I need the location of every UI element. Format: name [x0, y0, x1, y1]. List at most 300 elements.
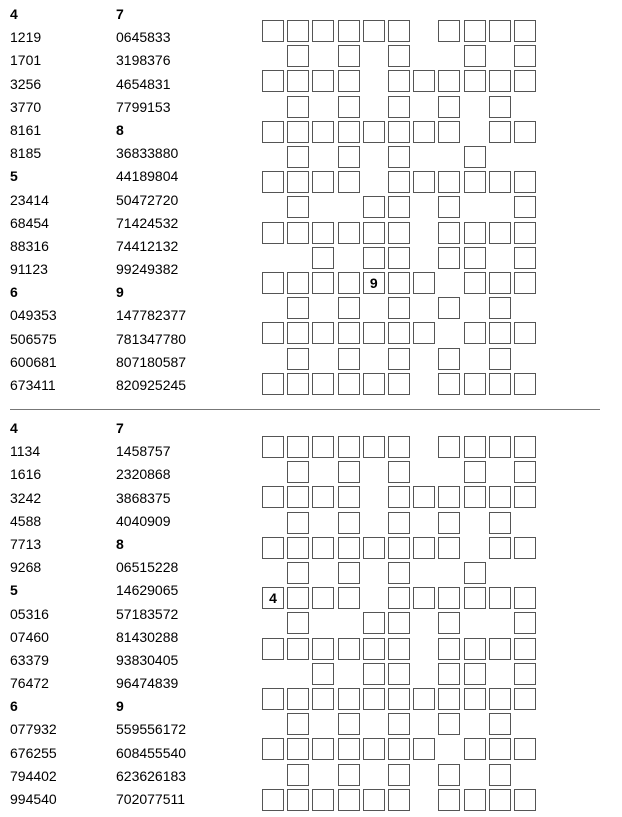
- grid-cell[interactable]: [514, 171, 536, 193]
- grid-cell[interactable]: [262, 486, 284, 508]
- number-entry: 23414: [10, 191, 49, 208]
- grid-cell[interactable]: [287, 486, 309, 508]
- word-list-right: [116, 3, 186, 397]
- grid-cell[interactable]: [438, 222, 460, 244]
- grid-cell[interactable]: [438, 638, 460, 660]
- grid-cell[interactable]: [388, 537, 410, 559]
- grid-cell[interactable]: [287, 688, 309, 710]
- grid-cell[interactable]: [338, 789, 360, 811]
- number-entry: 820925245: [116, 377, 187, 393]
- grid-cell[interactable]: [438, 348, 460, 370]
- number-entry: 81430288: [116, 628, 179, 645]
- grid-cell[interactable]: [514, 322, 536, 344]
- grid-cell[interactable]: [388, 486, 410, 508]
- grid-cell[interactable]: [489, 20, 511, 42]
- grid-cell[interactable]: [413, 121, 435, 143]
- grid-cell[interactable]: [514, 272, 536, 294]
- grid-cell[interactable]: [363, 20, 385, 42]
- grid-cell[interactable]: [438, 196, 460, 218]
- grid-cell[interactable]: [388, 562, 410, 584]
- grid-cell[interactable]: [363, 789, 385, 811]
- grid-cell[interactable]: [489, 436, 511, 458]
- grid-cell[interactable]: [438, 764, 460, 786]
- number-entry: 4654831: [116, 75, 171, 92]
- grid-cell[interactable]: [413, 537, 435, 559]
- grid-cell[interactable]: [287, 738, 309, 760]
- length-header: 5: [10, 168, 18, 185]
- number-entry: 74412132: [116, 237, 179, 254]
- grid-cell[interactable]: [312, 436, 334, 458]
- grid-cell[interactable]: [338, 587, 360, 609]
- puzzle-divider: [10, 409, 600, 410]
- grid-cell[interactable]: [287, 222, 309, 244]
- grid-cell[interactable]: [262, 638, 284, 660]
- number-entry: 673411: [10, 377, 56, 393]
- grid-cell[interactable]: [464, 45, 486, 67]
- grid-cell[interactable]: [287, 764, 309, 786]
- grid-cell[interactable]: [363, 738, 385, 760]
- number-entry: 44189804: [116, 168, 179, 185]
- grid-cell[interactable]: [287, 146, 309, 168]
- grid-cell[interactable]: [413, 272, 435, 294]
- grid-cell[interactable]: [312, 638, 334, 660]
- grid-cell[interactable]: [312, 222, 334, 244]
- number-entry: 07460: [10, 628, 49, 645]
- number-entry: 88316: [10, 237, 49, 254]
- grid-cell[interactable]: [262, 222, 284, 244]
- grid-cell[interactable]: [363, 373, 385, 395]
- grid-cell[interactable]: [514, 373, 536, 395]
- grid-cell[interactable]: [363, 537, 385, 559]
- grid-cell[interactable]: [388, 96, 410, 118]
- grid-cell[interactable]: [338, 171, 360, 193]
- number-entry: 147782377: [116, 307, 187, 324]
- length-header: 7: [116, 420, 124, 436]
- grid-cell[interactable]: [262, 272, 284, 294]
- grid-cell[interactable]: [514, 45, 536, 67]
- grid-cell[interactable]: [338, 461, 360, 483]
- number-entry: 1219: [10, 29, 42, 46]
- grid-cell[interactable]: [464, 486, 486, 508]
- grid-cell[interactable]: [489, 486, 511, 508]
- word-list-left: [10, 417, 57, 811]
- grid-cell[interactable]: [514, 587, 536, 609]
- grid-cell[interactable]: [312, 738, 334, 760]
- grid-cell[interactable]: [413, 738, 435, 760]
- grid-cell[interactable]: [262, 436, 284, 458]
- grid-cell[interactable]: [388, 713, 410, 735]
- grid-cell[interactable]: [438, 436, 460, 458]
- grid-cell[interactable]: [388, 638, 410, 660]
- grid-cell[interactable]: [287, 196, 309, 218]
- grid-cell[interactable]: [338, 272, 360, 294]
- grid-cell[interactable]: [262, 373, 284, 395]
- grid-cell[interactable]: [388, 272, 410, 294]
- grid-cell[interactable]: [388, 512, 410, 534]
- grid-cell[interactable]: [514, 789, 536, 811]
- length-header: 9: [116, 284, 124, 301]
- grid-cell[interactable]: [338, 121, 360, 143]
- grid-cell[interactable]: [388, 121, 410, 143]
- grid-cell[interactable]: [464, 20, 486, 42]
- grid-cell[interactable]: [514, 537, 536, 559]
- number-entry: 623626183: [116, 767, 187, 784]
- grid-cell[interactable]: [464, 272, 486, 294]
- grid-cell[interactable]: [489, 537, 511, 559]
- grid-cell[interactable]: [464, 171, 486, 193]
- grid-cell[interactable]: [438, 587, 460, 609]
- grid-cell[interactable]: [514, 738, 536, 760]
- grid-cell[interactable]: [438, 486, 460, 508]
- grid-cell[interactable]: [287, 96, 309, 118]
- grid-cell[interactable]: [363, 196, 385, 218]
- grid-cell[interactable]: [388, 20, 410, 42]
- given-digit-cell[interactable]: 4: [262, 587, 284, 609]
- grid-cell[interactable]: [262, 789, 284, 811]
- grid-cell[interactable]: [287, 171, 309, 193]
- number-entry: 559556172: [116, 721, 187, 738]
- grid-cell[interactable]: [287, 272, 309, 294]
- grid-cell[interactable]: [489, 512, 511, 534]
- grid-cell[interactable]: [489, 348, 511, 370]
- number-entry: 50472720: [116, 191, 179, 208]
- grid-cell[interactable]: [464, 663, 486, 685]
- grid-cell[interactable]: [489, 171, 511, 193]
- grid-cell[interactable]: [464, 562, 486, 584]
- grid-cell[interactable]: [388, 348, 410, 370]
- grid-cell[interactable]: [338, 688, 360, 710]
- grid-cell[interactable]: [312, 20, 334, 42]
- grid-cell[interactable]: [464, 373, 486, 395]
- grid-cell[interactable]: [438, 247, 460, 269]
- grid-cell[interactable]: [489, 96, 511, 118]
- grid-cell[interactable]: [312, 486, 334, 508]
- grid-cell[interactable]: [514, 612, 536, 634]
- grid-cell[interactable]: [438, 688, 460, 710]
- grid-cell[interactable]: [388, 612, 410, 634]
- grid-cell[interactable]: [287, 20, 309, 42]
- grid-cell[interactable]: [287, 638, 309, 660]
- grid-cell[interactable]: [438, 373, 460, 395]
- grid-cell[interactable]: [312, 121, 334, 143]
- grid-cell[interactable]: [388, 764, 410, 786]
- grid-cell[interactable]: [262, 537, 284, 559]
- length-header: 7: [116, 6, 124, 22]
- grid-cell[interactable]: [338, 638, 360, 660]
- grid-cell[interactable]: [338, 537, 360, 559]
- crossword-grid: [262, 20, 586, 398]
- grid-cell[interactable]: [413, 587, 435, 609]
- number-entry: 3868375: [116, 489, 171, 506]
- number-entry: 06515228: [116, 559, 179, 576]
- grid-cell[interactable]: [464, 738, 486, 760]
- grid-cell[interactable]: [464, 146, 486, 168]
- grid-cell[interactable]: [413, 171, 435, 193]
- given-digit-cell[interactable]: 9: [363, 272, 385, 294]
- grid-cell[interactable]: [438, 70, 460, 92]
- grid-cell[interactable]: [388, 171, 410, 193]
- grid-cell[interactable]: [287, 322, 309, 344]
- grid-cell[interactable]: [464, 247, 486, 269]
- number-entry: 0645833: [116, 29, 171, 46]
- number-entry: 57183572: [116, 605, 179, 622]
- grid-cell[interactable]: [438, 297, 460, 319]
- number-entry: 71424532: [116, 214, 179, 231]
- grid-cell[interactable]: [312, 272, 334, 294]
- grid-cell[interactable]: [338, 146, 360, 168]
- number-entry: 1134: [10, 443, 41, 460]
- grid-cell[interactable]: [489, 272, 511, 294]
- grid-cell[interactable]: [312, 322, 334, 344]
- grid-cell[interactable]: [338, 713, 360, 735]
- grid-cell[interactable]: [363, 612, 385, 634]
- grid-cell[interactable]: [464, 638, 486, 660]
- grid-cell[interactable]: [312, 171, 334, 193]
- grid-cell[interactable]: [262, 121, 284, 143]
- grid-cell[interactable]: [287, 373, 309, 395]
- grid-cell[interactable]: [489, 789, 511, 811]
- grid-cell[interactable]: [312, 789, 334, 811]
- grid-cell[interactable]: [489, 121, 511, 143]
- grid-cell[interactable]: [312, 70, 334, 92]
- grid-cell[interactable]: [489, 688, 511, 710]
- number-entry: 3770: [10, 98, 42, 115]
- grid-cell[interactable]: [363, 322, 385, 344]
- grid-cell[interactable]: [262, 70, 284, 92]
- number-entry: 702077511: [116, 791, 186, 807]
- grid-cell[interactable]: [338, 322, 360, 344]
- grid-cell[interactable]: [514, 247, 536, 269]
- grid-cell[interactable]: [514, 486, 536, 508]
- number-entry: 3256: [10, 75, 42, 92]
- grid-cell[interactable]: [287, 612, 309, 634]
- grid-cell[interactable]: [338, 297, 360, 319]
- number-entry: 781347780: [116, 330, 187, 347]
- grid-cell[interactable]: [338, 348, 360, 370]
- grid-cell[interactable]: [514, 196, 536, 218]
- grid-cell[interactable]: [287, 121, 309, 143]
- number-entry: 05316: [10, 605, 49, 622]
- number-entry: 7799153: [116, 98, 171, 115]
- grid-cell[interactable]: [388, 247, 410, 269]
- grid-cell[interactable]: [287, 297, 309, 319]
- grid-cell[interactable]: [464, 461, 486, 483]
- grid-cell[interactable]: [413, 688, 435, 710]
- grid-cell[interactable]: [388, 322, 410, 344]
- grid-cell[interactable]: [388, 688, 410, 710]
- grid-cell[interactable]: [338, 486, 360, 508]
- grid-cell[interactable]: [388, 461, 410, 483]
- number-entry: 676255: [10, 744, 57, 761]
- number-entry: 9268: [10, 559, 42, 576]
- grid-cell[interactable]: [413, 70, 435, 92]
- grid-cell[interactable]: [388, 222, 410, 244]
- grid-cell[interactable]: [363, 436, 385, 458]
- grid-cell[interactable]: [438, 121, 460, 143]
- grid-cell[interactable]: [464, 789, 486, 811]
- number-entry: 077932: [10, 721, 57, 738]
- grid-cell[interactable]: [262, 20, 284, 42]
- grid-cell[interactable]: [262, 171, 284, 193]
- grid-cell[interactable]: [363, 638, 385, 660]
- puzzle-2: [0, 417, 622, 817]
- number-entry: 8185: [10, 145, 42, 162]
- length-header: 8: [116, 121, 124, 138]
- grid-cell[interactable]: [262, 738, 284, 760]
- grid-cell[interactable]: [363, 121, 385, 143]
- number-entry: 807180587: [116, 353, 187, 370]
- grid-cell[interactable]: [388, 587, 410, 609]
- number-entry: 99249382: [116, 261, 179, 278]
- number-entry: 7713: [10, 535, 42, 552]
- number-entry: 794402: [10, 767, 57, 784]
- number-entry: 8161: [10, 121, 42, 138]
- grid-cell[interactable]: [464, 322, 486, 344]
- number-entry: 63379: [10, 651, 49, 668]
- grid-cell[interactable]: [489, 587, 511, 609]
- number-entry: 608455540: [116, 744, 187, 761]
- grid-cell[interactable]: [338, 512, 360, 534]
- grid-cell[interactable]: [514, 222, 536, 244]
- grid-cell[interactable]: [464, 688, 486, 710]
- number-entry: 91123: [10, 261, 48, 278]
- grid-cell[interactable]: [363, 688, 385, 710]
- number-entry: 1458757: [116, 443, 171, 460]
- grid-cell[interactable]: [514, 436, 536, 458]
- grid-cell[interactable]: [388, 45, 410, 67]
- number-entry: 14629065: [116, 582, 179, 599]
- grid-cell[interactable]: [312, 587, 334, 609]
- number-entry: 2320868: [116, 466, 171, 483]
- grid-cell[interactable]: [338, 20, 360, 42]
- grid-cell[interactable]: [514, 121, 536, 143]
- number-entry: 96474839: [116, 675, 179, 692]
- grid-cell[interactable]: [287, 45, 309, 67]
- grid-cell[interactable]: [438, 612, 460, 634]
- number-entry: 049353: [10, 307, 57, 324]
- grid-cell[interactable]: [287, 461, 309, 483]
- grid-cell[interactable]: [338, 436, 360, 458]
- number-entry: 1616: [10, 466, 42, 483]
- grid-cell[interactable]: [287, 562, 309, 584]
- grid-cell[interactable]: [312, 663, 334, 685]
- grid-cell[interactable]: [388, 789, 410, 811]
- grid-cell[interactable]: [438, 537, 460, 559]
- grid-cell[interactable]: [312, 537, 334, 559]
- length-header: 9: [116, 698, 124, 715]
- grid-cell[interactable]: [438, 512, 460, 534]
- grid-cell[interactable]: [287, 348, 309, 370]
- grid-cell[interactable]: [514, 638, 536, 660]
- grid-cell[interactable]: [489, 373, 511, 395]
- grid-cell[interactable]: [312, 247, 334, 269]
- grid-cell[interactable]: [464, 587, 486, 609]
- grid-cell[interactable]: [262, 322, 284, 344]
- length-header: 6: [10, 698, 18, 715]
- grid-cell[interactable]: [388, 196, 410, 218]
- grid-cell[interactable]: [438, 713, 460, 735]
- grid-cell[interactable]: [287, 713, 309, 735]
- grid-cell[interactable]: [489, 322, 511, 344]
- grid-cell[interactable]: [514, 663, 536, 685]
- grid-cell[interactable]: [489, 764, 511, 786]
- grid-cell[interactable]: [464, 70, 486, 92]
- grid-cell[interactable]: [489, 70, 511, 92]
- grid-cell[interactable]: [388, 436, 410, 458]
- number-entry: 3198376: [116, 52, 171, 69]
- grid-cell[interactable]: [514, 20, 536, 42]
- crossword-grid: [262, 436, 586, 814]
- grid-cell[interactable]: [338, 96, 360, 118]
- grid-cell[interactable]: [438, 663, 460, 685]
- number-entry: 4040909: [116, 512, 171, 529]
- grid-cell[interactable]: [438, 789, 460, 811]
- grid-cell[interactable]: [388, 297, 410, 319]
- grid-cell[interactable]: [338, 764, 360, 786]
- grid-cell[interactable]: [287, 537, 309, 559]
- number-entry: 3242: [10, 489, 42, 506]
- number-entry: 994540: [10, 791, 57, 807]
- grid-cell[interactable]: [338, 70, 360, 92]
- length-header: 4: [10, 420, 18, 436]
- grid-cell[interactable]: [514, 461, 536, 483]
- grid-cell[interactable]: [338, 562, 360, 584]
- grid-cell[interactable]: [338, 738, 360, 760]
- grid-cell[interactable]: [338, 222, 360, 244]
- grid-cell[interactable]: [287, 512, 309, 534]
- number-entry: 68454: [10, 214, 49, 231]
- number-entry: 93830405: [116, 651, 179, 668]
- word-list-right: [116, 417, 186, 811]
- grid-cell[interactable]: [363, 663, 385, 685]
- grid-cell[interactable]: [413, 322, 435, 344]
- grid-cell[interactable]: [363, 247, 385, 269]
- grid-cell[interactable]: [363, 222, 385, 244]
- grid-cell[interactable]: [438, 96, 460, 118]
- grid-cell[interactable]: [514, 688, 536, 710]
- grid-cell[interactable]: [312, 373, 334, 395]
- length-header: 6: [10, 284, 18, 301]
- grid-cell[interactable]: [388, 146, 410, 168]
- word-list-left: [10, 3, 57, 397]
- grid-cell[interactable]: [489, 222, 511, 244]
- grid-cell[interactable]: [438, 171, 460, 193]
- grid-cell[interactable]: [338, 373, 360, 395]
- number-entry: 4588: [10, 512, 42, 529]
- grid-cell[interactable]: [489, 638, 511, 660]
- grid-cell[interactable]: [262, 688, 284, 710]
- grid-cell[interactable]: [388, 663, 410, 685]
- grid-cell[interactable]: [312, 688, 334, 710]
- grid-cell[interactable]: [489, 738, 511, 760]
- grid-cell[interactable]: [287, 436, 309, 458]
- grid-cell[interactable]: [464, 436, 486, 458]
- grid-cell[interactable]: [388, 738, 410, 760]
- grid-cell[interactable]: [514, 70, 536, 92]
- grid-cell[interactable]: [287, 789, 309, 811]
- grid-cell[interactable]: [388, 70, 410, 92]
- grid-cell[interactable]: [413, 486, 435, 508]
- grid-cell[interactable]: [438, 20, 460, 42]
- grid-cell[interactable]: [489, 297, 511, 319]
- grid-cell[interactable]: [338, 45, 360, 67]
- grid-cell[interactable]: [287, 70, 309, 92]
- puzzle-1: [0, 0, 622, 400]
- grid-cell[interactable]: [287, 587, 309, 609]
- grid-cell[interactable]: [464, 222, 486, 244]
- grid-cell[interactable]: [388, 373, 410, 395]
- grid-cell[interactable]: [489, 713, 511, 735]
